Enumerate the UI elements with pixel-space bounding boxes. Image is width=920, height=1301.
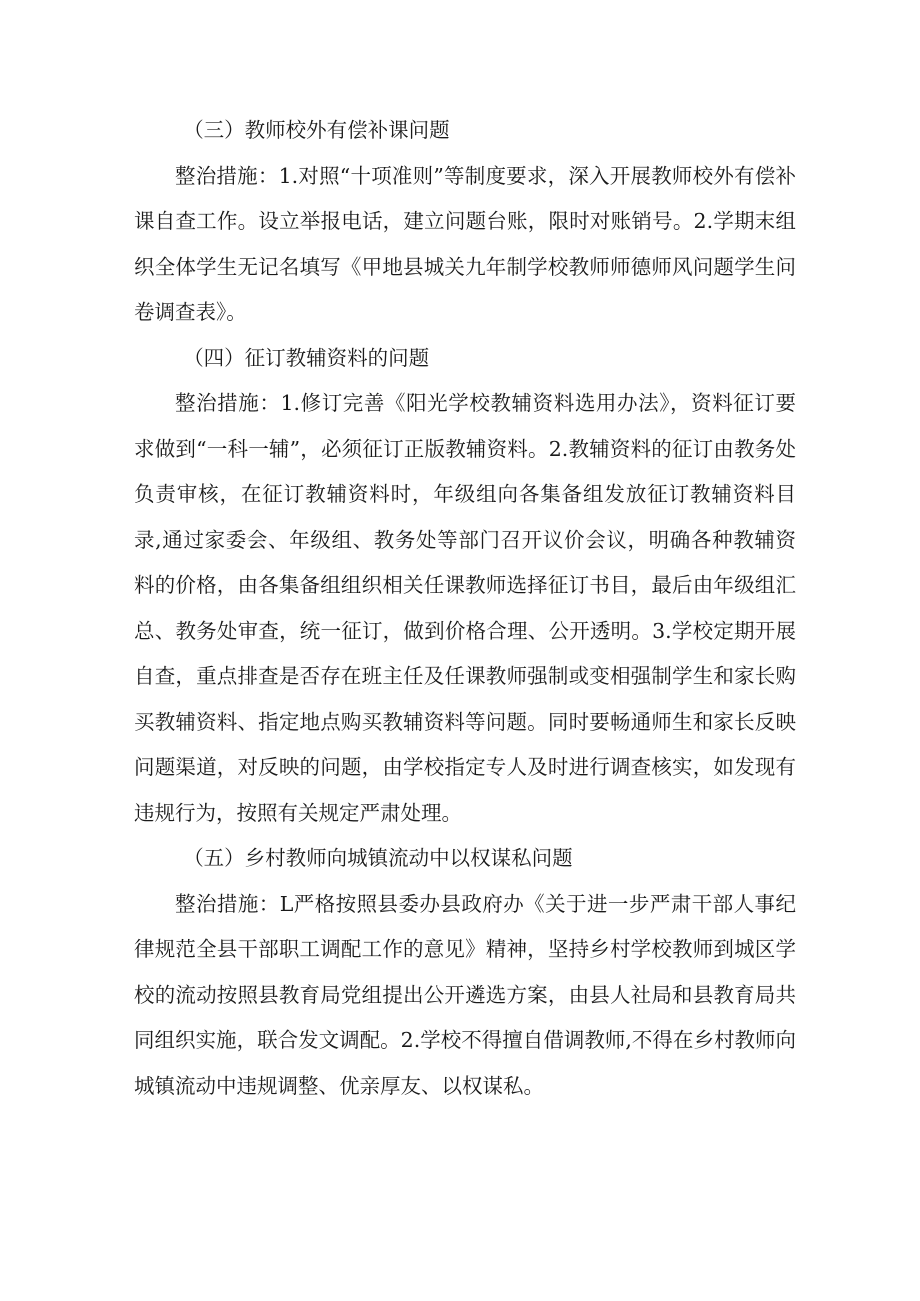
section-4-heading: （四）征订教辅资料的问题 xyxy=(183,345,430,370)
section-4-body: 整治措施：1.修订完善《阳光学校教辅资料选用办法》，资料征订要求做到“一科一辅”，必须征订正版教辅资料。2.教辅资料的征订由教务处负责审核，在征订教辅资料时，年级组向各集备组发放征订教辅资料目录,通过家委会、年级组、教务处等部门召开议价会议，明确各种教辅资料的价格，由各集备组组织相关任课教师选择征订书目，最后由年级组汇总、教务处审查，统一征订，做到价格合理、公开透明。3.学校定期开展自查，重点排查是否存在班主任及任课教师强制或变相强制学生和家长购买教辅资料、指定地点购买教辅资料等问题。同时要畅通师生和家长反映问题渠道，对反映的问题，由学校指定专人及时进行调查核实，如发现有违规行为，按照有关规定严肃处理。 xyxy=(134,391,796,825)
section-5-body: 整治措施：L严格按照县委办县政府办《关于进一步严肃干部人事纪律规范全县干部职工调配工作的意见》精神，坚持乡村学校教师到城区学校的流动按照县教育局党组提出公开遴选方案，由县人社局和县教育局共同组织实施，联合发文调配。2.学校不得擅自借调教师,不得在乡村教师向城镇流动中违规调整、优亲厚友、以权谋私。 xyxy=(134,891,796,1098)
section-5-heading: （五）乡村教师向城镇流动中以权谋私问题 xyxy=(183,846,573,870)
section-3-body: 整治措施：1.对照“十项准则”等制度要求，深入开展教师校外有偿补课自查工作。设立举报电话，建立问题台账，限时对账销号。2.学期末组织全体学生无记名填写《甲地县城关九年制学校教师师德师风问题学生问卷调查表》。 xyxy=(134,163,796,324)
section-3-heading: （三）教师校外有偿补课问题 xyxy=(183,118,450,142)
